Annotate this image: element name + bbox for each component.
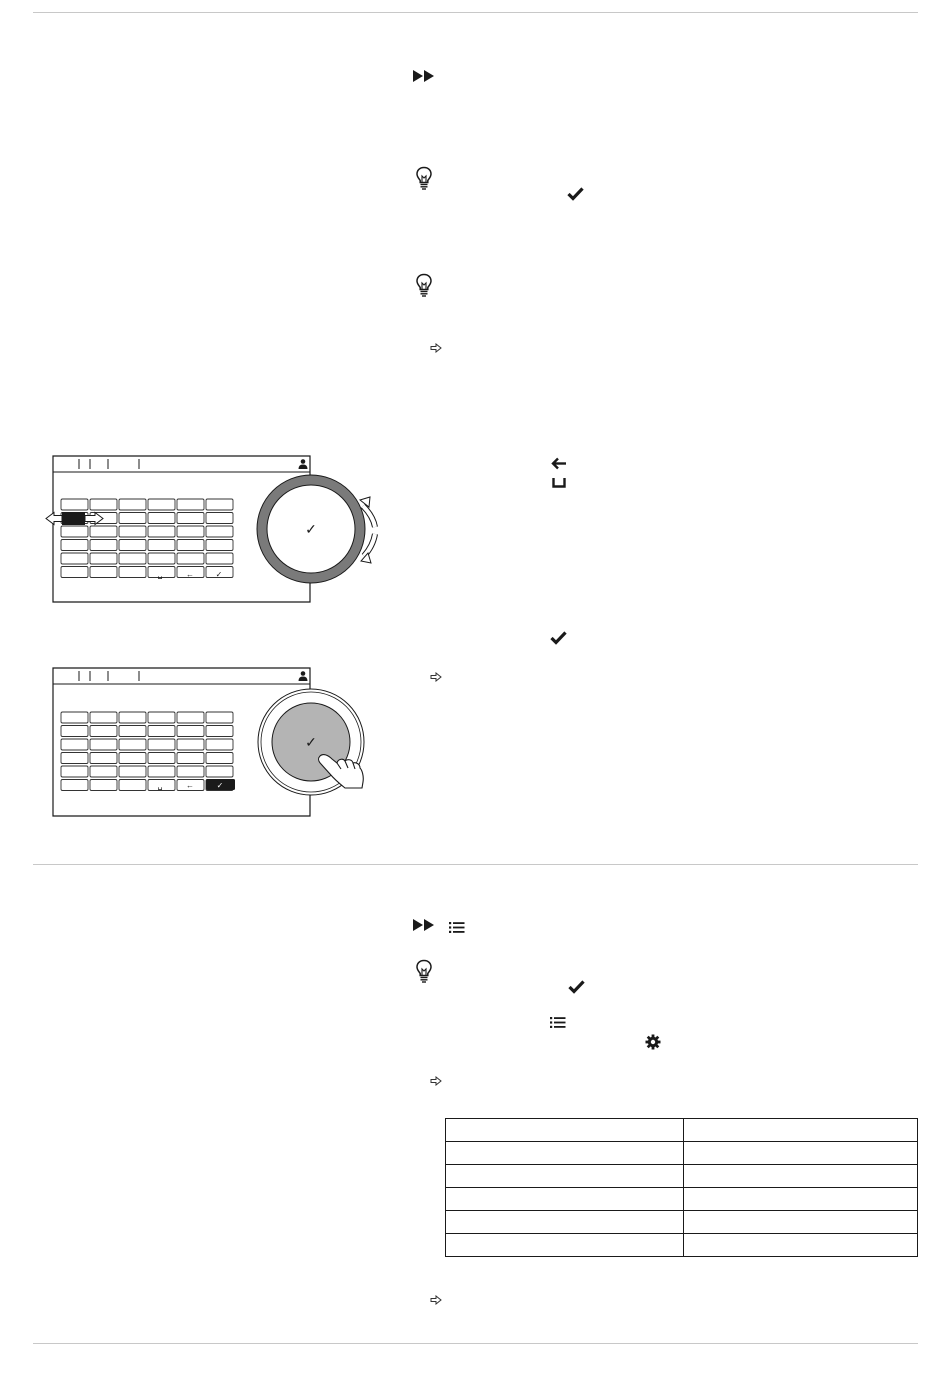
result-arrow-icon [430,1295,442,1305]
result-arrow-icon [430,672,442,682]
keyboard-key [206,513,233,524]
keyboard-key [177,553,204,564]
keyboard-key [119,567,146,578]
keyboard-key [61,553,88,564]
keyboard-key [148,526,175,537]
keyboard-key [177,739,204,750]
keyboard-key [206,739,233,750]
keyboard-key [148,513,175,524]
keyboard-key [61,499,88,510]
checkmark-icon [550,631,567,645]
keyboard-key [177,766,204,777]
keyboard-key [177,726,204,737]
keyboard-key [90,499,117,510]
space-bracket-icon [552,477,566,488]
keyboard-key [90,567,117,578]
keyboard-key [90,753,117,764]
keyboard-key [90,540,117,551]
keyboard-key [90,726,117,737]
keyboard-key [61,780,88,791]
table-cell [684,1165,918,1188]
keyboard-key [90,739,117,750]
table-row [446,1142,918,1165]
keyboard-key [119,553,146,564]
arrow-left-icon [551,457,567,470]
lightbulb-icon [415,166,433,190]
keyboard-key [119,540,146,551]
table-cell [446,1142,684,1165]
lightbulb-icon [415,273,433,297]
table-cell [684,1211,918,1234]
keyboard-key [119,499,146,510]
keyboard-key [119,526,146,537]
table-cell [446,1165,684,1188]
keyboard-press-figure [40,664,370,824]
section-divider [33,864,918,865]
checkmark-icon [568,980,585,994]
keyboard-key [177,526,204,537]
space-key-label: ␣ [157,781,163,790]
bottom-rule [33,1343,918,1344]
fast-forward-icon [413,70,435,82]
keyboard-key [206,540,233,551]
keyboard-key [206,766,233,777]
keyboard-key [206,553,233,564]
keyboard-key [119,739,146,750]
keyboard-key [61,526,88,537]
keyboard-key [177,712,204,723]
keyboard-key [61,726,88,737]
top-rule [33,12,918,13]
table-row [446,1165,918,1188]
keyboard-key [148,712,175,723]
keyboard-key [206,712,233,723]
table-cell [446,1119,684,1142]
keyboard-key [119,712,146,723]
keyboard-key [148,540,175,551]
menu-list-icon [449,922,465,933]
confirm-key-label: ✓ [215,570,223,579]
space-key-label: ␣ [157,570,163,579]
keyboard-key [119,780,146,791]
keyboard-key [61,540,88,551]
table-cell [684,1142,918,1165]
keyboard-key [90,780,117,791]
gear-icon [645,1034,661,1050]
keyboard-key [148,726,175,737]
keyboard-key [90,766,117,777]
keyboard-key [177,540,204,551]
keyboard-key [148,739,175,750]
table-row [446,1119,918,1142]
table-row [446,1188,918,1211]
back-key-label: ← [186,570,194,579]
keyboard-key [90,526,117,537]
back-key-label: ← [186,781,194,790]
table-cell [446,1234,684,1257]
table-cell [684,1119,918,1142]
keyboard-key [177,499,204,510]
keyboard-key [148,553,175,564]
keyboard-key [61,712,88,723]
keyboard-key [90,712,117,723]
keyboard-key [206,726,233,737]
keyboard-key [90,553,117,564]
table-cell [684,1188,918,1211]
keyboard-key [148,753,175,764]
knob-center-check: ✓ [305,734,317,750]
keyboard-key [61,753,88,764]
confirm-key-label: ✓ [216,781,224,790]
keyboard-key [148,766,175,777]
keyboard-key [177,513,204,524]
menu-list-icon [550,1017,566,1028]
keyboard-key [148,499,175,510]
checkmark-icon [567,187,584,201]
table-row [446,1211,918,1234]
lightbulb-icon [415,959,433,983]
result-arrow-icon [430,343,442,353]
keyboard-rotate-figure [40,452,390,608]
keyboard-key [61,567,88,578]
keyboard-key [61,739,88,750]
keyboard-key [206,526,233,537]
keyboard-key [61,766,88,777]
keyboard-key [206,499,233,510]
keyboard-key [119,726,146,737]
table-cell [446,1188,684,1211]
keyboard-key [119,766,146,777]
fast-forward-icon [413,919,435,931]
table-cell [684,1234,918,1257]
result-arrow-icon [430,1076,442,1086]
keyboard-key [177,753,204,764]
keyboard-key [119,753,146,764]
keyboard-key [119,513,146,524]
knob-center-check: ✓ [305,521,317,537]
settings-table [445,1118,918,1257]
keyboard-key [206,753,233,764]
table-row [446,1234,918,1257]
table-cell [446,1211,684,1234]
